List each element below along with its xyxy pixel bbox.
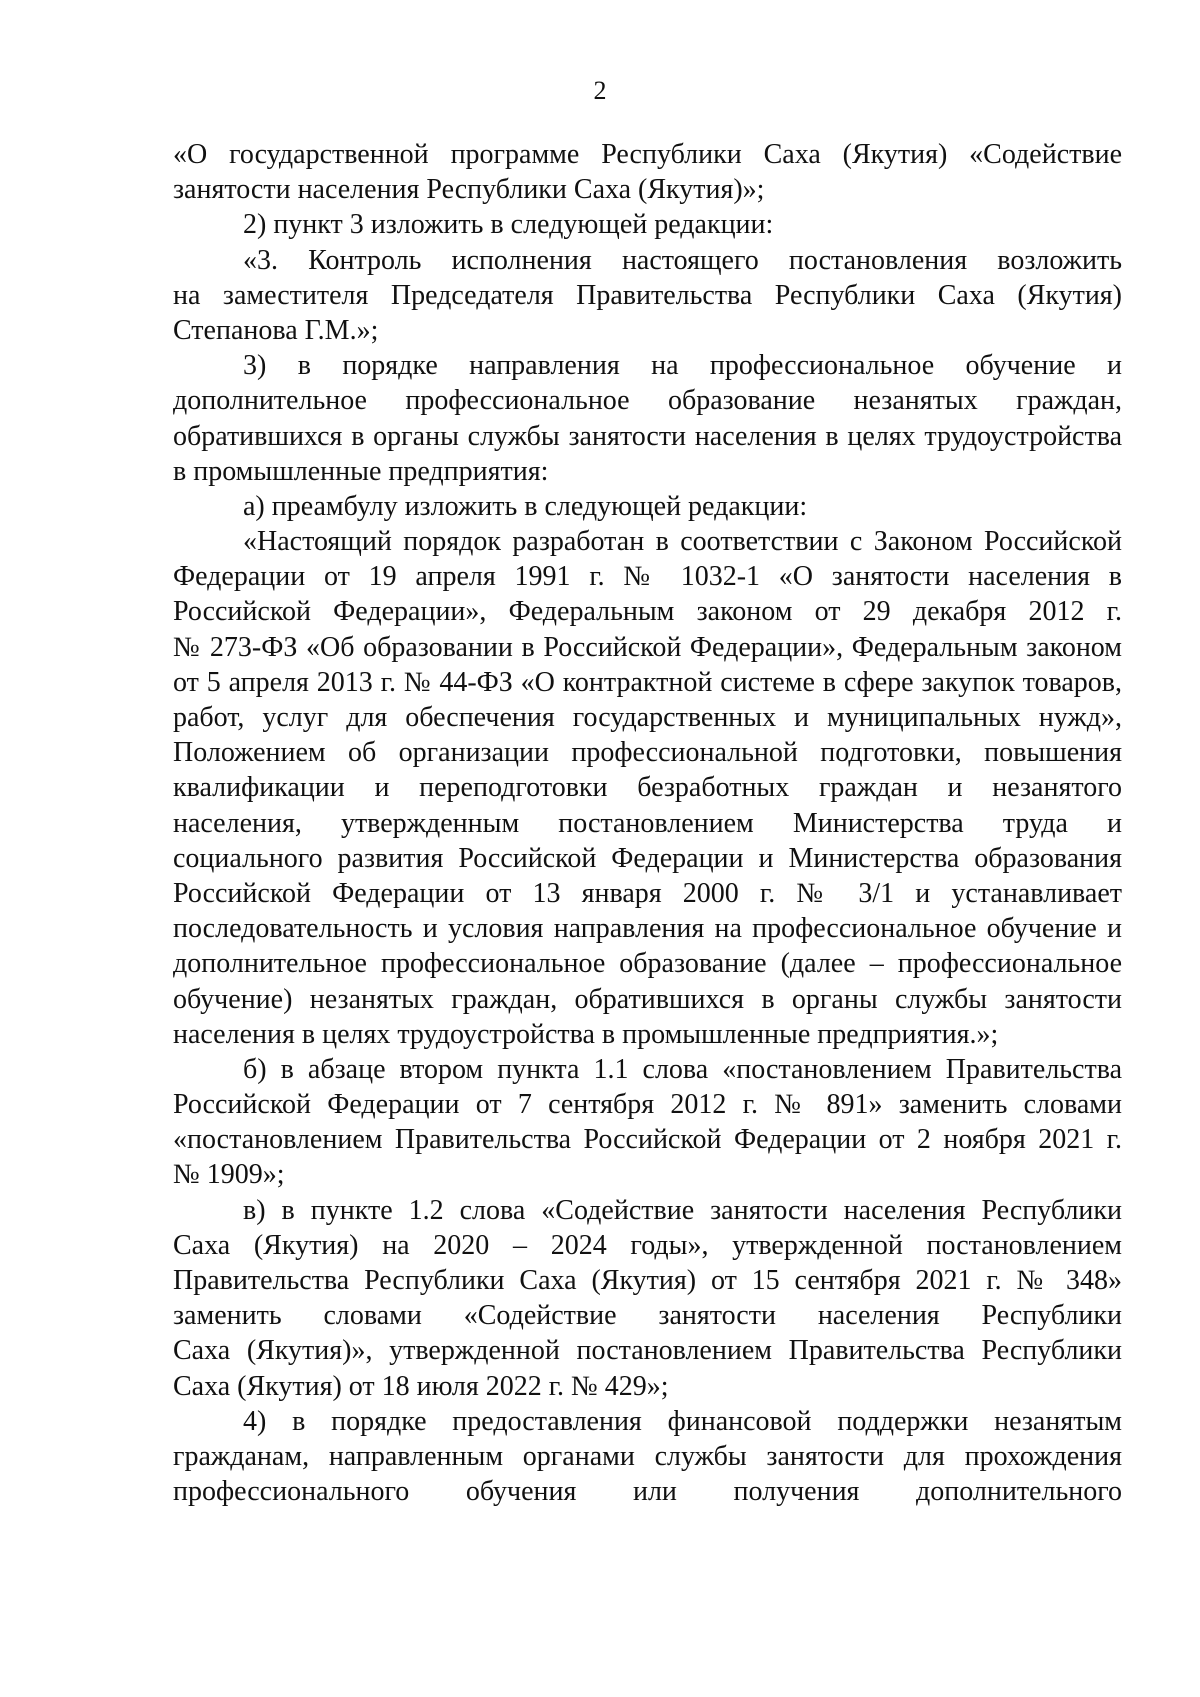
text-line: № 273-ФЗ «Об образовании в Российской Федерации», Федеральным законом bbox=[173, 631, 1122, 663]
text-line: работ, услуг для обеспечения государственных и муниципальных нужд», bbox=[173, 702, 1122, 733]
text-line: Саха (Якутия) от 18 июля 2022 г. № 429»; bbox=[173, 1370, 669, 1402]
text-line: Российской Федерации от 13 января 2000 г. № 3/1 и устанавливает bbox=[173, 877, 1122, 909]
text-line: Российской Федерации», Федеральным законом от 29 декабря 2012 г. bbox=[173, 596, 1122, 628]
page-number: 2 bbox=[593, 76, 607, 105]
text-line: населения, утвержденным постановлением Министерства труда и bbox=[173, 807, 1122, 839]
text-line: «постановлением Правительства Российской Федерации от 2 ноября 2021 г. bbox=[173, 1124, 1122, 1156]
text-line: дополнительное профессиональное образование (далее – профессиональное bbox=[173, 948, 1122, 980]
text-line: Российской Федерации от 7 сентября 2012 г. № 891» заменить словами bbox=[173, 1089, 1122, 1121]
text-line: «О государственной программе Республики Саха (Якутия) «Содействие bbox=[173, 139, 1122, 170]
text-line: Саха (Якутия)», утвержденной постановлением Правительства Республики bbox=[173, 1335, 1122, 1367]
document-body bbox=[173, 137, 1122, 1509]
text-line: на заместителя Председателя Правительства Республики Саха (Якутия) bbox=[173, 279, 1122, 311]
text-line: заменить словами «Содействие занятости населения Республики bbox=[173, 1300, 1122, 1332]
text-line: квалификации и переподготовки безработных граждан и незанятого bbox=[173, 772, 1122, 804]
text-line: последовательность и условия направления на профессиональное обучение и bbox=[173, 913, 1122, 945]
text-line: Положением об организации профессиональной подготовки, повышения bbox=[173, 737, 1122, 769]
text-line: в промышленные предприятия: bbox=[173, 455, 549, 487]
text-line: дополнительное профессиональное образование незанятых граждан, bbox=[173, 385, 1122, 417]
text-line: обратившихся в органы службы занятости населения в целях трудоустройства bbox=[173, 420, 1122, 452]
text-line: Степанова Г.М.»; bbox=[173, 314, 379, 346]
text-line: 4) в порядке предоставления финансовой поддержки незанятым bbox=[243, 1405, 1122, 1437]
text-line: «3. Контроль исполнения настоящего постановления возложить bbox=[243, 244, 1122, 276]
text-line: Саха (Якутия) на 2020 – 2024 годы», утвержденной постановлением bbox=[173, 1229, 1122, 1261]
text-line: профессионального обучения или получения дополнительного bbox=[173, 1476, 1122, 1508]
text-line: занятости населения Республики Саха (Якутия)»; bbox=[173, 174, 765, 206]
text-line: населения в целях трудоустройства в промышленные предприятия.»; bbox=[173, 1018, 999, 1050]
text-line: гражданам, направленным органами службы занятости для прохождения bbox=[173, 1440, 1122, 1472]
text-line: а) преамбулу изложить в следующей редакции: bbox=[243, 490, 808, 522]
text-line: обучение) незанятых граждан, обратившихся в органы службы занятости bbox=[173, 983, 1122, 1015]
text-line: «Настоящий порядок разработан в соответствии с Законом Российской bbox=[243, 526, 1122, 558]
text-line: 3) в порядке направления на профессиональное обучение и bbox=[243, 350, 1122, 382]
text-line: 2) пункт 3 изложить в следующей редакции: bbox=[243, 209, 774, 241]
text-line: № 1909»; bbox=[173, 1159, 285, 1191]
text-line: в) в пункте 1.2 слова «Содействие занятости населения Республики bbox=[243, 1194, 1122, 1226]
text-line: б) в абзаце втором пункта 1.1 слова «постановлением Правительства bbox=[243, 1053, 1122, 1085]
text-line: социального развития Российской Федерации и Министерства образования bbox=[173, 842, 1122, 874]
text-line: от 5 апреля 2013 г. № 44-ФЗ «О контрактной системе в сфере закупок товаров, bbox=[173, 666, 1122, 698]
text-line: Правительства Республики Саха (Якутия) от 15 сентября 2021 г. № 348» bbox=[173, 1265, 1122, 1296]
text-line: Федерации от 19 апреля 1991 г. № 1032-1 «О занятости населения в bbox=[173, 561, 1122, 593]
